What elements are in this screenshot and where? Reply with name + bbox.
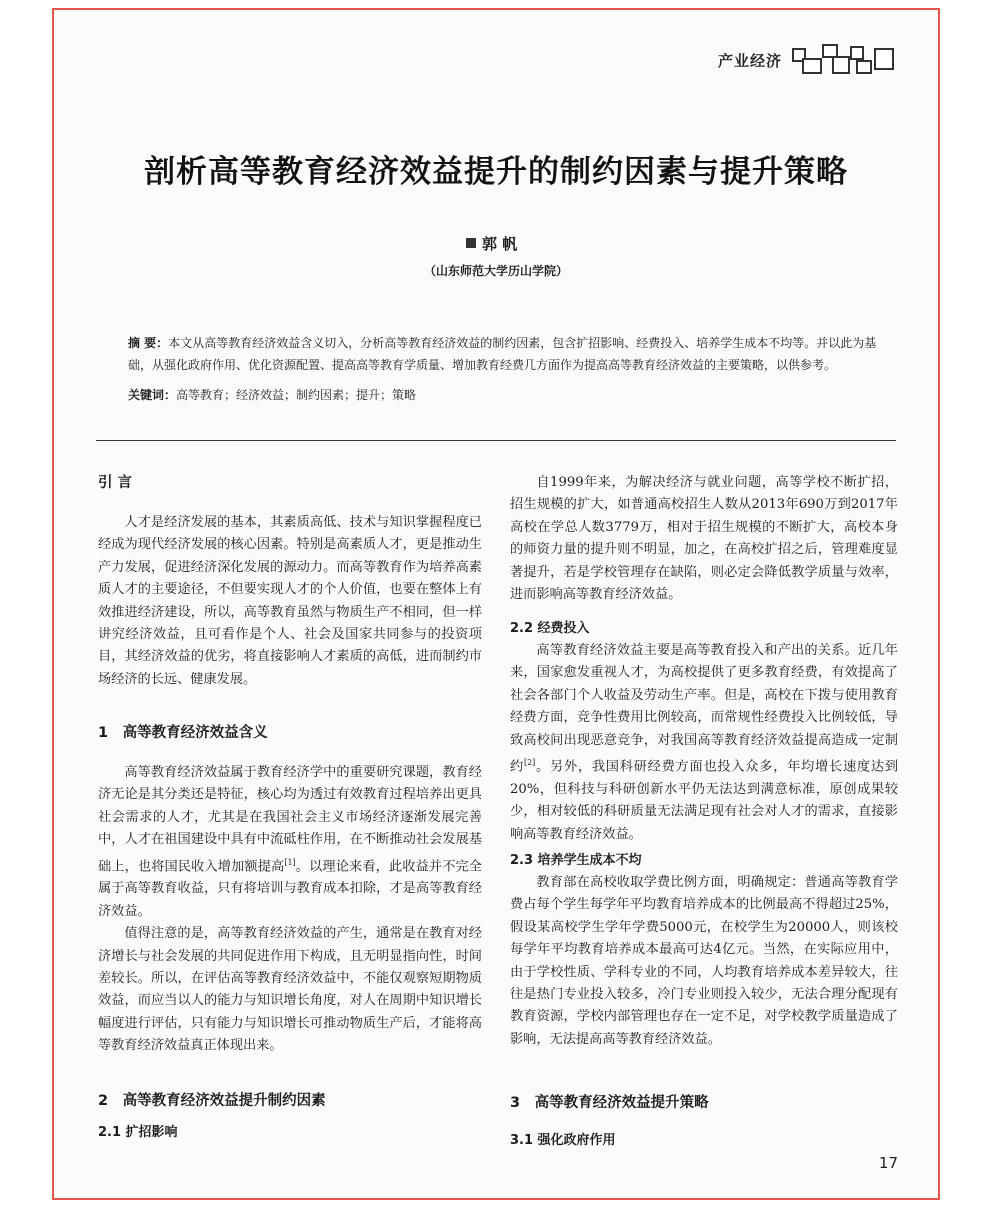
intro-paragraph: 人才是经济发展的基本，其素质高低、技术与知识掌握程度已经成为现代经济发展的核心因素。特别是高素质人才，更是推动生产力发展，促进经济深化发展的源动力。而高等教育作为培养高素质人才的主要途径，不但要实现人才的个人价值，也要在整体上有效推进经济建设，所以，高等教育虽然与物质生产不相同，但一样讲究经济效益，且可看作是个人、社会及国家共同参与的投资项目，其经济效益的优劣，将直接影响人才素质的高低，进而制约市场经济的长远、健康发展。 [98,515,482,687]
section-2-heading: 2 高等教育经济效益提升制约因素 [98,1093,326,1109]
section-1-heading: 1 高等教育经济效益含义 [98,725,268,741]
section-1-paragraph-1: 高等教育经济效益属于教育经济学中的重要研究课题，教育经济无论是其分类还是特征，核心均为透过有效教育过程培养出更具社会需求的人才，尤其是在我国社会主义市场经济逐渐发展完善中，人才在祖国建设中具有中流砥柱作用，在不断推动社会发展基础上，也将国民收入增加额提高[1]。以理论来看，此收益并不完全属于高等教育收益，只有将培训与教育成本扣除，才是高等教育经济效益。 [98,765,482,919]
section-tag: 产业经济 [717,51,782,70]
page-frame [52,8,940,1200]
abstract-label: 摘 要： [128,336,169,350]
section-3-heading: 3 高等教育经济效益提升策略 [510,1095,709,1111]
section-2-3-heading: 2.3 培养学生成本不均 [510,853,642,868]
keywords-text: 高等教育；经济效益；制约因素；提升；策略 [176,388,417,402]
page-header [718,44,898,76]
author-name: 郭 帆 [482,235,518,253]
page-number: 17 [878,1154,898,1172]
divider-rule [96,440,896,441]
intro-heading: 引 言 [98,475,133,491]
funding-paragraph: 高等教育经济效益主要是高等教育投入和产出的关系。近几年来，国家愈发重视人才，为高校提供了更多教育经费，有效提高了社会各部门个人收益及劳动生产率。但是，高校在下拨与使用教育经费方面，竞争性费用比例较高，而常规性经费投入比例较低，导致高校间出现恶意竞争，对我国高等教育经济效益提高造成一定制约[2]。另外，我国科研经费方面也投入众多，年均增长速度达到20%，但科技与科研创新水平仍无法达到满意标准，原创成果较少，相对较低的科研质量无法满足现有社会对人才的需求，直接影响高等教育经济效益。 [510,643,899,842]
abstract-text: 本文从高等教育经济效益含义切入，分析高等教育经济效益的制约因素，包含扩招影响、经费投入、培养学生成本不均等。并以此为基础，从强化政府作用、优化资源配置、提高高等教育学质量、增加教育经费几方面作为提高高等教育经济效益的主要策略，以供参考。 [128,336,877,372]
author-marker-icon [466,238,476,248]
cost-paragraph: 教育部在高校收取学费比例方面，明确规定：普通高等教育学费占每个学生每学年平均教育培养成本的比例最高不得超过25%，假设某高校学生学年学费5000元，在校学生为20000人，则该校每学年平均教育培养成本最高可达4亿元。当然，在实际应用中，由于学校性质、学科专业的不同，人均教育培养成本差异较大，往往是热门专业投入较多，冷门专业则投入较少，无法合理分配现有教育资源，学校内部管理也存在一定不足，对学校教学质量造成了影响，无法提高高等教育经济效益。 [510,875,898,1047]
article-title: 剖析高等教育经济效益提升的制约因素与提升策略 [144,154,848,190]
expansion-paragraph: 自1999年来，为解决经济与就业问题，高等学校不断扩招，招生规模的扩大，如普通高校招生人数从2013年690万到2017年高校在学总人数3779万，相对于招生规模的不断扩大，高校本身的师资力量的提升则不明显，加之，在高校扩招之后，管理难度显著提升，若是学校管理存在缺陷，则必定会降低教学质量与效率，进而影响高等教育经济效益。 [510,475,898,603]
affiliation: （山东师范大学历山学院） [423,264,568,278]
section-3-1-heading: 3.1 强化政府作用 [510,1133,616,1148]
section-1-paragraph-2: 值得注意的是，高等教育经济效益的产生，通常是在教育对经济增长与社会发展的共同促进作用下构成，且无明显指向性，时间差较长。所以，在评估高等教育经济效益中，不能仅观察短期物质效益，而应当以人的能力与知识增长角度，对人在周期中知识增长幅度进行评估，只有能力与知识增长可推动物质生产后，才能将高等教育经济效益真正体现出来。 [98,926,482,1054]
author [466,233,517,254]
keywords-label: 关键词： [128,388,177,402]
section-2-1-heading: 2.1 扩招影响 [98,1125,178,1140]
abstract [128,332,888,406]
header-decoration-squares-icon [792,44,898,76]
section-2-2-heading: 2.2 经费投入 [510,621,590,636]
